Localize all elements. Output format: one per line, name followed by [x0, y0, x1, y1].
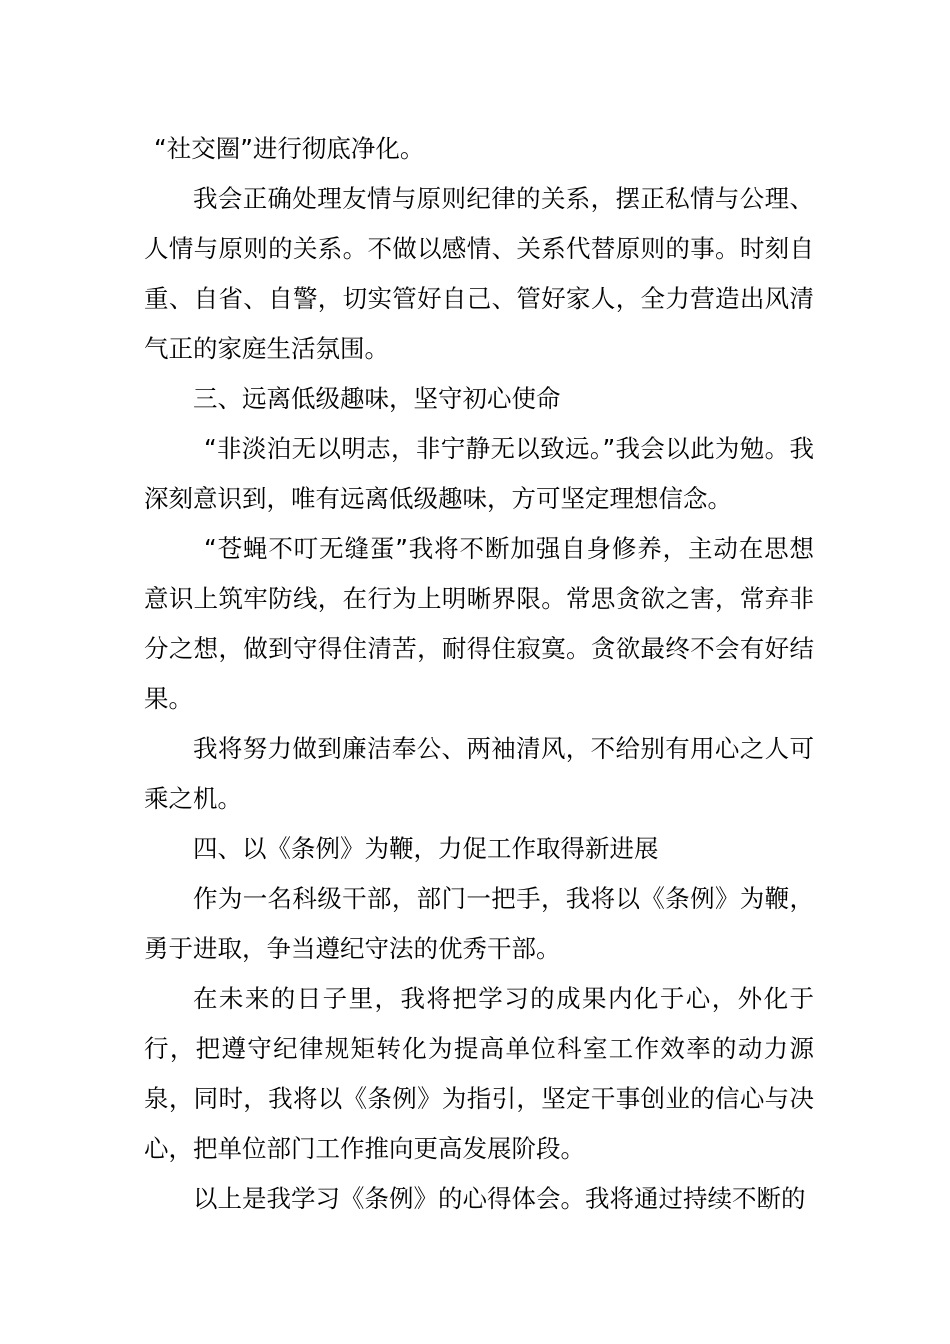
paragraph-2: 我会正确处理友情与原则纪律的关系，摆正私情与公理、人情与原则的关系。不做以感情、关系代替原则的事。时刻自重、自省、自警，切实管好自己、管好家人，全力营造出风清气正的家庭生活氛围。 — [144, 184, 814, 363]
paragraph-5: “苍蝇不叮无缝蛋”我将不断加强自身修养，主动在思想意识上筑牢防线，在行为上明晰界限。常思贪欲之害，常弃非分之想，做到守得住清苦，耐得住寂寞。贪欲最终不会有好结果。 — [144, 534, 814, 713]
document-body — [144, 124, 814, 1224]
section-heading-4: 四、以《条例》为鞭，力促工作取得新进展 — [193, 834, 659, 863]
paragraph-4: “非淡泊无以明志，非宁静无以致远。”我会以此为勉。我深刻意识到，唯有远离低级趣味，方可坚定理想信念。 — [144, 434, 814, 513]
section-heading-3: 三、远离低级趣味，坚守初心使命 — [193, 384, 561, 413]
paragraph-1: “社交圈”进行彻底净化。 — [154, 134, 425, 163]
paragraph-10: 以上是我学习《条例》的心得体会。我将通过持续不断的 — [193, 1184, 806, 1213]
paragraph-8: 作为一名科级干部，部门一把手，我将以《条例》为鞭，勇于进取，争当遵纪守法的优秀干部。 — [144, 884, 814, 963]
paragraph-9: 在未来的日子里，我将把学习的成果内化于心，外化于行，把遵守纪律规矩转化为提高单位科室工作效率的动力源泉，同时，我将以《条例》为指引，坚定干事创业的信心与决心，把单位部门工作推向更高发展阶段。 — [144, 984, 814, 1163]
paragraph-6: 我将努力做到廉洁奉公、两袖清风，不给别有用心之人可乘之机。 — [144, 734, 814, 813]
